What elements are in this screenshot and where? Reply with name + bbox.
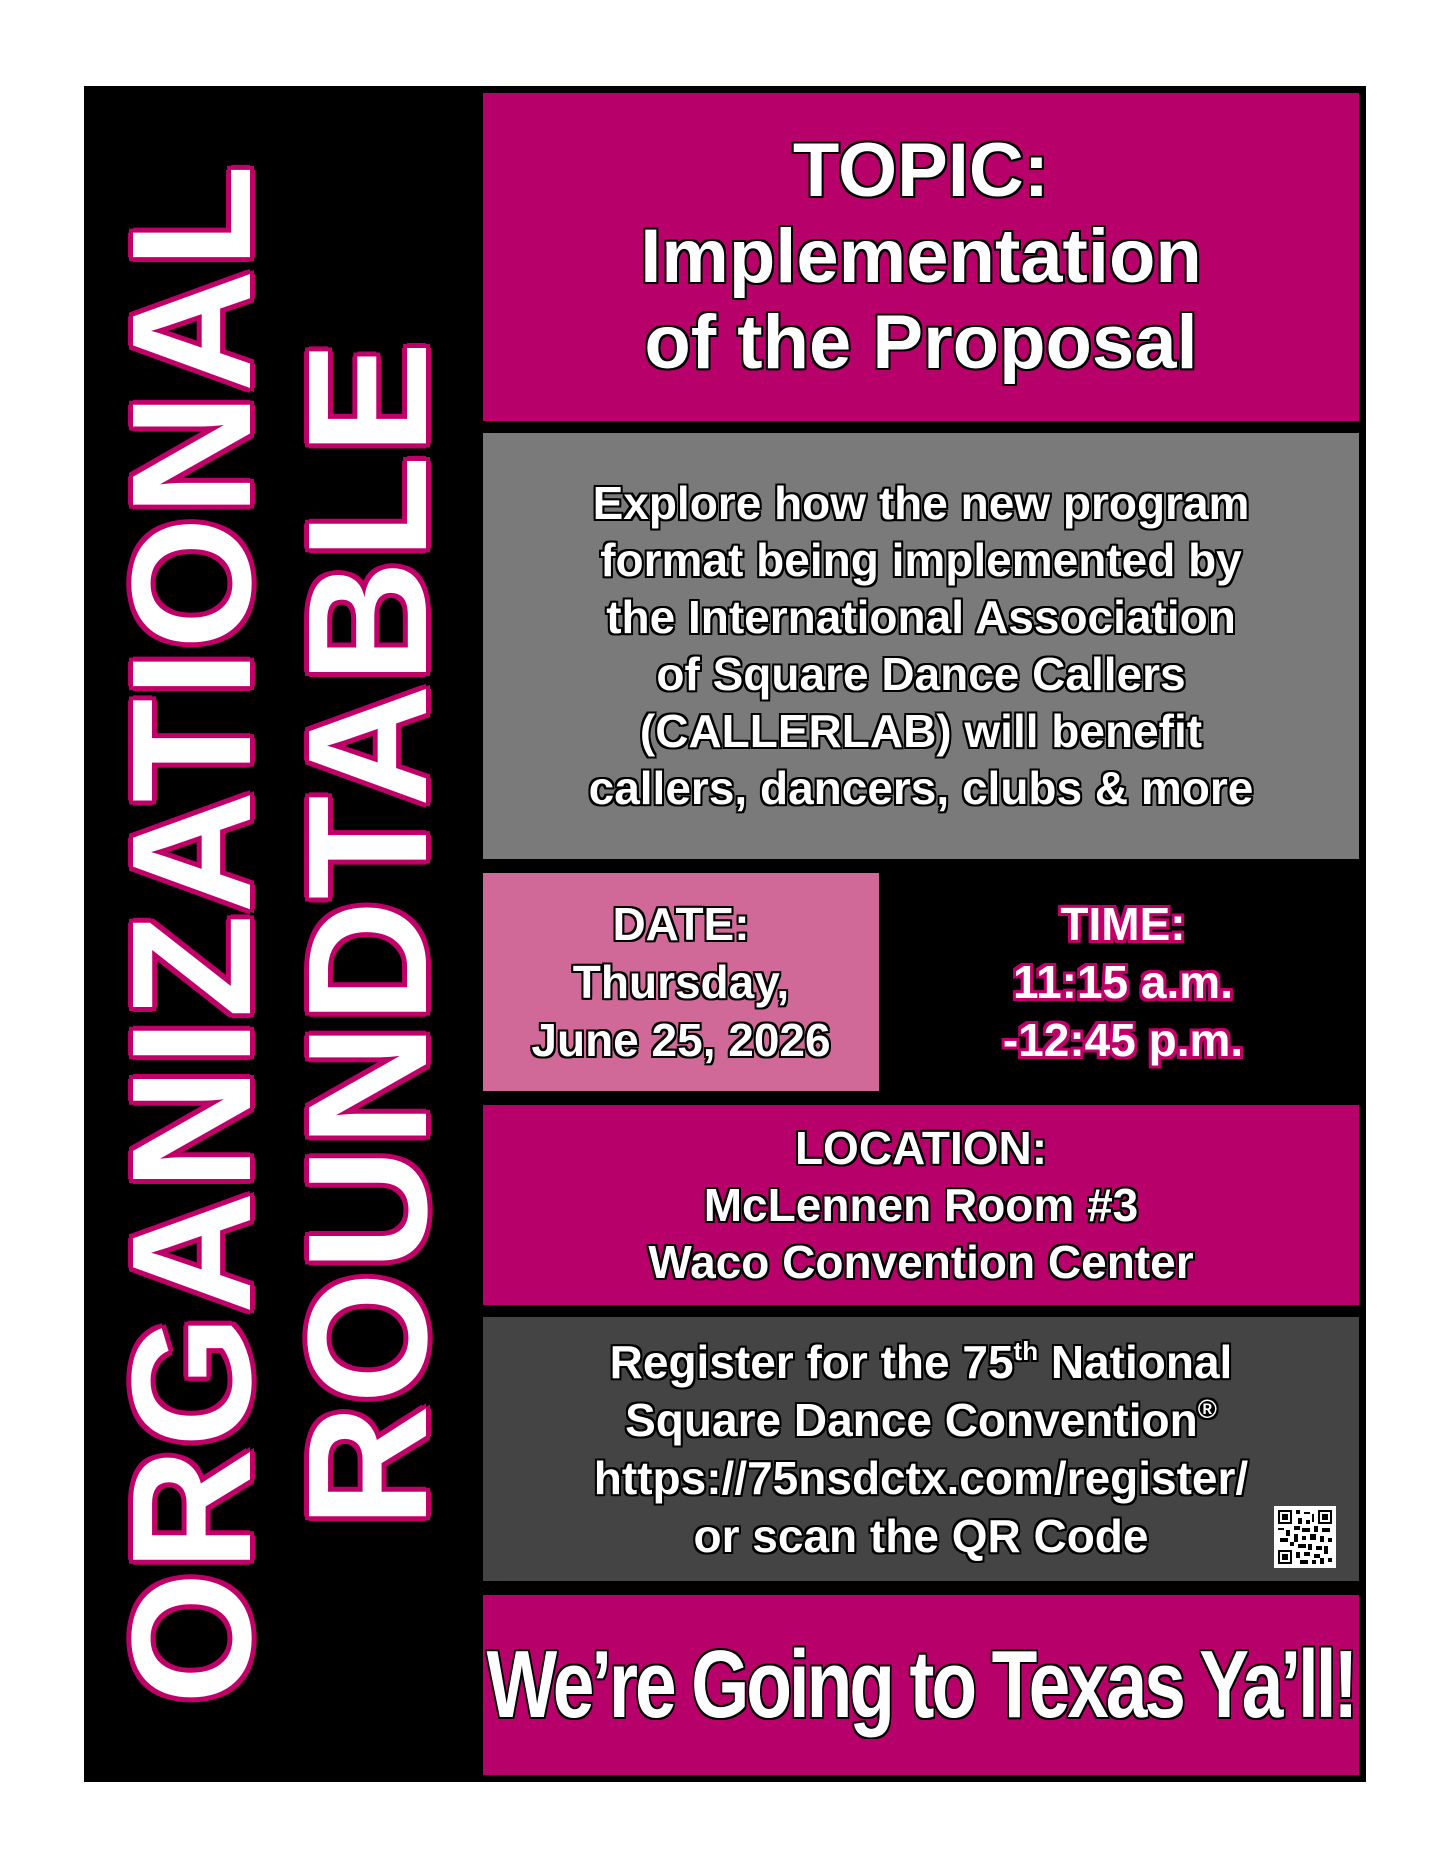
register-line2 xyxy=(625,1391,1217,1449)
description-line: of Square Dance Callers xyxy=(656,648,1186,700)
time-start: 11:15 a.m. xyxy=(1013,956,1233,1008)
date-day: Thursday, xyxy=(572,956,790,1008)
register-panel xyxy=(480,1314,1362,1584)
description-line: Explore how the new program xyxy=(592,477,1250,529)
description-line: callers, dancers, clubs & more xyxy=(588,762,1254,814)
date-full: June 25, 2026 xyxy=(531,1014,831,1066)
location-label: LOCATION: xyxy=(794,1121,1048,1174)
registered-mark: ® xyxy=(1197,1394,1217,1424)
register-line1 xyxy=(610,1333,1233,1391)
description-line: the International Association xyxy=(606,591,1236,643)
date-panel xyxy=(480,870,882,1094)
location-venue: Waco Convention Center xyxy=(648,1235,1194,1288)
slogan-panel xyxy=(480,1592,1362,1778)
time-panel xyxy=(884,870,1362,1094)
register-line2-text: Square Dance Convention xyxy=(625,1394,1198,1446)
description-line: (CALLERLAB) will benefit xyxy=(639,705,1203,757)
register-qr-instruction: or scan the QR Code xyxy=(693,1510,1149,1562)
ordinal-suffix: th xyxy=(1013,1336,1039,1366)
time-end: -12:45 p.m. xyxy=(1002,1014,1244,1066)
location-room: McLennen Room #3 xyxy=(703,1178,1139,1231)
topic-panel xyxy=(480,90,1362,424)
description-line: format being implemented by xyxy=(600,534,1242,586)
description-panel xyxy=(480,430,1362,862)
topic-label: TOPIC: xyxy=(792,128,1050,213)
sidebar-title-organizational: ORGANIZATIONAL xyxy=(97,163,287,1705)
time-label: TIME: xyxy=(1060,898,1186,950)
sidebar-title-roundtable: ROUNDTABLE xyxy=(273,340,463,1528)
register-url[interactable]: https://75nsdctx.com/register/ xyxy=(593,1452,1249,1504)
qr-code-icon[interactable] xyxy=(1274,1506,1336,1568)
location-panel xyxy=(480,1102,1362,1308)
topic-title-line1: Implementation xyxy=(640,214,1202,299)
date-label: DATE: xyxy=(612,898,750,950)
sidebar xyxy=(84,86,476,1782)
register-line1-suffix: National xyxy=(1038,1336,1233,1388)
slogan-text: We’re Going to Texas Ya’ll! xyxy=(486,1631,1356,1738)
topic-title-line2: of the Proposal xyxy=(644,300,1198,385)
register-line1-prefix: Register for the 75 xyxy=(609,1336,1014,1388)
